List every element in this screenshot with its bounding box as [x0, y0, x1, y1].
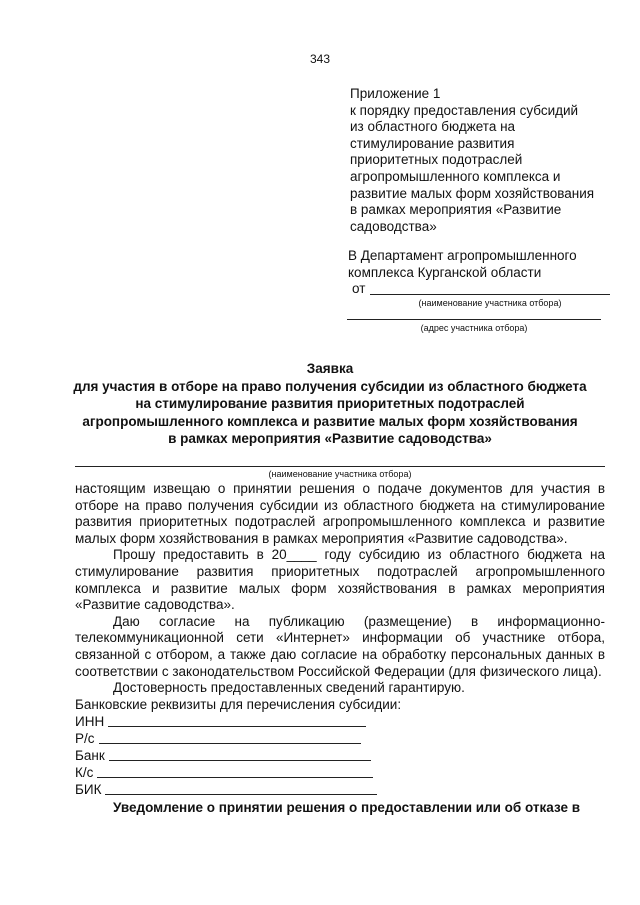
appendix-line: садоводства»: [350, 218, 437, 234]
participant-fill-line: [75, 466, 605, 467]
fill-line: [109, 760, 371, 761]
from-fill-line: [370, 294, 610, 295]
appendix-header: [350, 86, 610, 235]
address-fill-line: [347, 319, 601, 320]
title-line: агропромышленного комплекса и развитие малых форм хозяйствования: [82, 413, 578, 429]
bank-field-corr-account: [75, 764, 605, 781]
fill-line: [97, 777, 373, 778]
from-field: [348, 281, 610, 297]
title-line: в рамках мероприятия «Развитие садоводства»: [168, 431, 492, 446]
field-label: ИНН: [75, 713, 105, 729]
fill-line: [99, 743, 361, 744]
field-label: БИК: [75, 781, 102, 797]
appendix-line: агропромышленного комплекса и: [350, 168, 561, 184]
document-title: [60, 360, 600, 448]
bank-field-bik: [75, 781, 605, 798]
appendix-line: к порядку предоставления субсидий: [350, 102, 579, 118]
fill-line: [105, 794, 377, 795]
addressee-line: комплекса Курганской области: [348, 265, 542, 280]
appendix-line: из областного бюджета на: [350, 119, 516, 135]
appendix-line: развитие малых форм хозяйствования: [350, 185, 595, 201]
bank-field-account: [75, 730, 605, 747]
paragraph-notification: Уведомление о принятии решения о предоставлении или об отказе в: [113, 800, 581, 816]
fill-line: [108, 726, 366, 727]
appendix-line: Приложение 1: [350, 86, 441, 101]
appendix-line: в рамках мероприятия «Развитие: [350, 202, 562, 218]
title-line: Заявка: [306, 361, 354, 376]
body-text: [75, 481, 605, 817]
paragraph: настоящим извещаю о принятии решения о подаче документов для участия в отборе на право получения субсидии из областного бюджета на стимулирование развития приоритетных подотраслей агропромышленного комплекса и развитие малых форм хозяйствования в рамках мероприятия «Развитие садоводства».: [75, 481, 605, 546]
caption-participant: (наименование участника отбора): [268, 469, 412, 479]
bank-intro: Банковские реквизиты для перечисления субсидии:: [75, 696, 402, 712]
bank-field-bank: [75, 747, 605, 764]
paragraph: Прошу предоставить в 20____ году субсидию из областного бюджета на стимулирование развития приоритетных подотраслей агропромышленного комплекса и развитие малых форм хозяйствования в рамках мероприятия «Развитие садоводства».: [75, 547, 605, 613]
addressee-block: [348, 247, 608, 281]
title-line: на стимулирование развития приоритетных подотраслей: [135, 396, 525, 411]
paragraph: Достоверность предоставленных сведений гарантирую.: [113, 680, 465, 696]
appendix-line: приоритетных подотраслей: [350, 152, 523, 168]
from-label: от: [352, 281, 366, 296]
appendix-line: стимулирование развития: [350, 135, 515, 151]
caption-name: (наименование участника отбора): [418, 298, 562, 308]
field-label: К/с: [75, 764, 94, 780]
page-number: 343: [309, 52, 331, 66]
field-label: Р/с: [75, 730, 95, 746]
paragraph: Даю согласие на публикацию (размещение) в информационно-телекоммуникационной сети «Интернет» информации об участнике отбора, связанной с отбором, а также даю согласие на обработку персональных данных в соответствии с законодательством Российской Федерации (для физического лица).: [75, 613, 605, 679]
title-line: для участия в отборе на право получения субсидии из областного бюджета: [73, 378, 587, 394]
bank-field-inn: [75, 713, 605, 730]
field-label: Банк: [75, 747, 105, 763]
caption-address: (адрес участника отбора): [420, 323, 528, 333]
addressee-line: В Департамент агропромышленного: [348, 248, 577, 263]
